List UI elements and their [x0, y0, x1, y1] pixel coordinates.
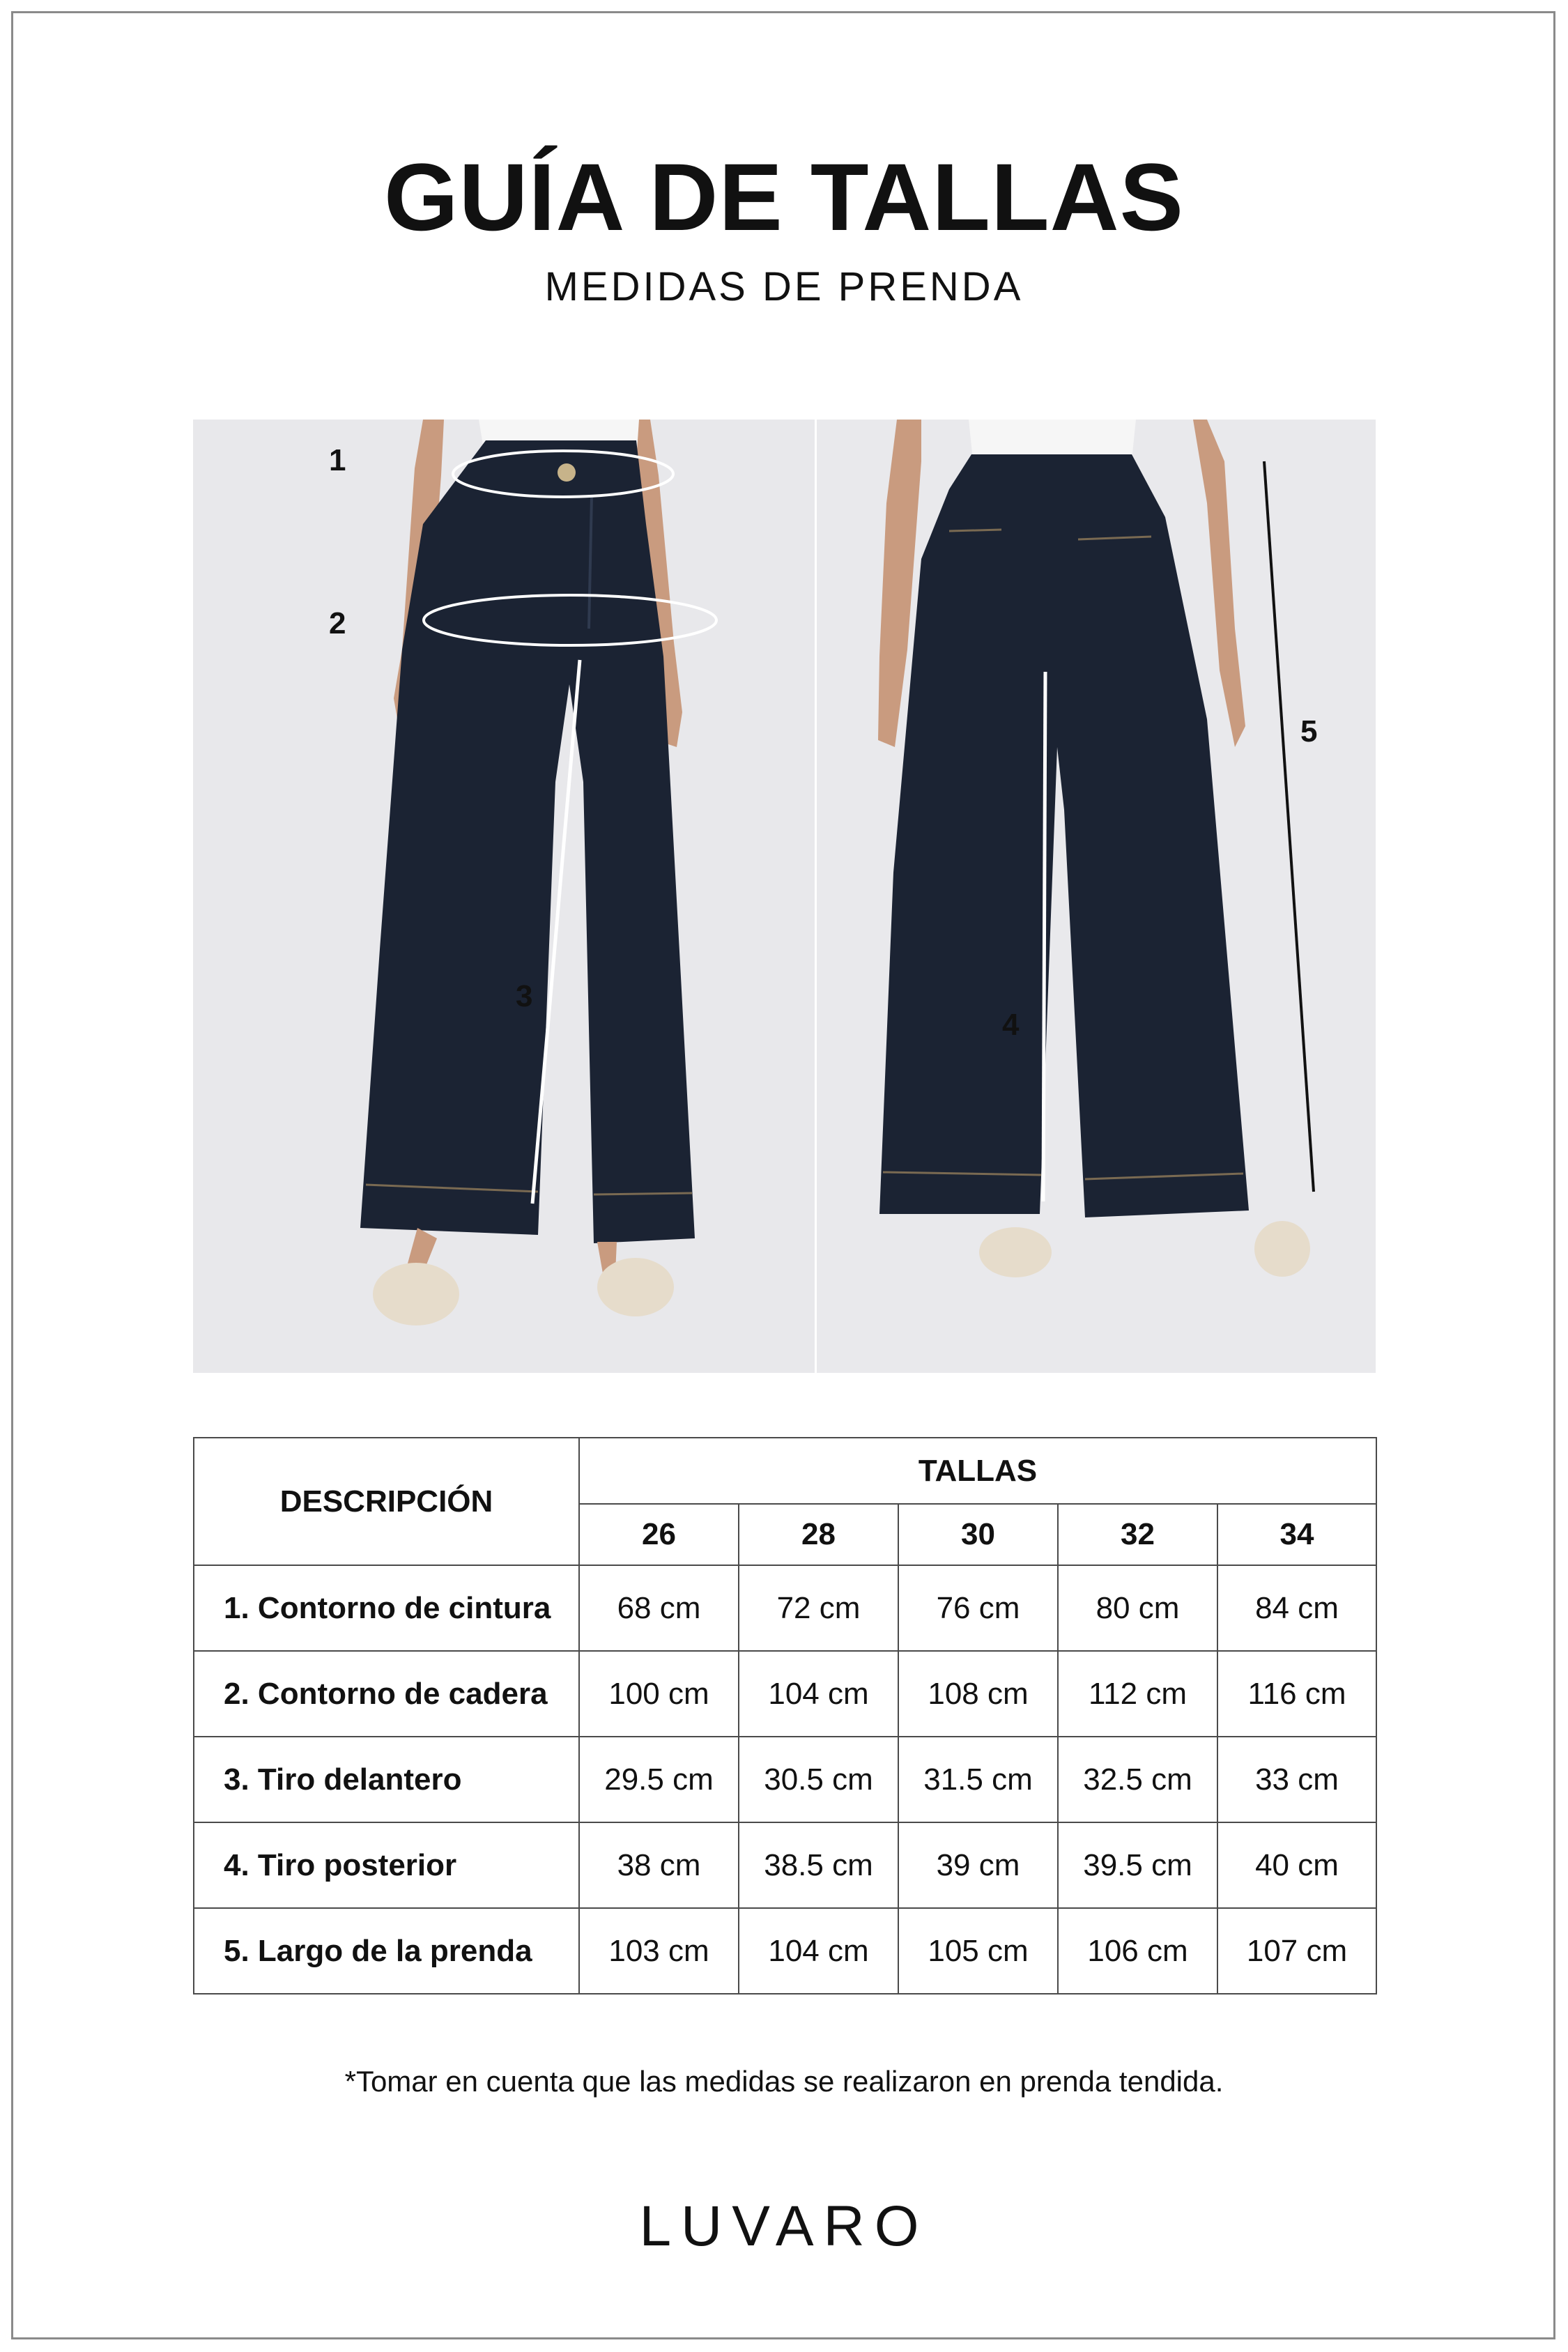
cell: 39 cm [898, 1822, 1058, 1908]
row-label: 5. Largo de la prenda [194, 1908, 579, 1994]
page-subtitle: MEDIDAS DE PRENDA [544, 264, 1024, 309]
size-30: 30 [898, 1504, 1058, 1565]
cell: 104 cm [739, 1651, 898, 1737]
cell: 39.5 cm [1058, 1822, 1217, 1908]
row-label: 4. Tiro posterior [194, 1822, 579, 1908]
cell: 116 cm [1217, 1651, 1376, 1737]
cell: 68 cm [579, 1565, 739, 1651]
back-view-illustration [817, 420, 1376, 1373]
marker-4: 4 [1002, 1008, 1020, 1042]
cell: 40 cm [1217, 1822, 1376, 1908]
back-view-photo [817, 420, 1376, 1373]
row-label: 3. Tiro delantero [194, 1737, 579, 1822]
footnote: *Tomar en cuenta que las medidas se realizaron en prenda tendida. [344, 2065, 1224, 2098]
description-header: DESCRIPCIÓN [194, 1438, 579, 1565]
cell: 108 cm [898, 1651, 1058, 1737]
marker-1: 1 [329, 443, 346, 477]
cell: 33 cm [1217, 1737, 1376, 1822]
cell: 105 cm [898, 1908, 1058, 1994]
front-view-photo [193, 420, 815, 1373]
cell: 106 cm [1058, 1908, 1217, 1994]
cell: 104 cm [739, 1908, 898, 1994]
table-row [194, 1565, 1376, 1651]
size-34: 34 [1217, 1504, 1376, 1565]
size-26: 26 [579, 1504, 739, 1565]
page-title: GUÍA DE TALLAS [384, 144, 1184, 251]
cell: 38 cm [579, 1822, 739, 1908]
row-label: 1. Contorno de cintura [194, 1565, 579, 1651]
cell: 38.5 cm [739, 1822, 898, 1908]
table-row [194, 1737, 1376, 1822]
table-row [194, 1651, 1376, 1737]
cell: 29.5 cm [579, 1737, 739, 1822]
size-table [193, 1437, 1377, 1994]
cell: 100 cm [579, 1651, 739, 1737]
size-32: 32 [1058, 1504, 1217, 1565]
cell: 84 cm [1217, 1565, 1376, 1651]
brand-logo: LUVARO [639, 2195, 929, 2258]
marker-5: 5 [1300, 714, 1318, 748]
table-row [194, 1822, 1376, 1908]
row-label: 2. Contorno de cadera [194, 1651, 579, 1737]
sizes-header: TALLAS [579, 1438, 1376, 1504]
cell: 32.5 cm [1058, 1737, 1217, 1822]
table-row [194, 1908, 1376, 1994]
marker-3: 3 [516, 979, 533, 1013]
front-view-illustration [193, 420, 815, 1373]
cell: 80 cm [1058, 1565, 1217, 1651]
cell: 31.5 cm [898, 1737, 1058, 1822]
cell: 103 cm [579, 1908, 739, 1994]
cell: 76 cm [898, 1565, 1058, 1651]
cell: 30.5 cm [739, 1737, 898, 1822]
cell: 112 cm [1058, 1651, 1217, 1737]
cell: 72 cm [739, 1565, 898, 1651]
marker-2: 2 [329, 606, 346, 640]
size-28: 28 [739, 1504, 898, 1565]
cell: 107 cm [1217, 1908, 1376, 1994]
table-header-row [194, 1438, 1376, 1504]
